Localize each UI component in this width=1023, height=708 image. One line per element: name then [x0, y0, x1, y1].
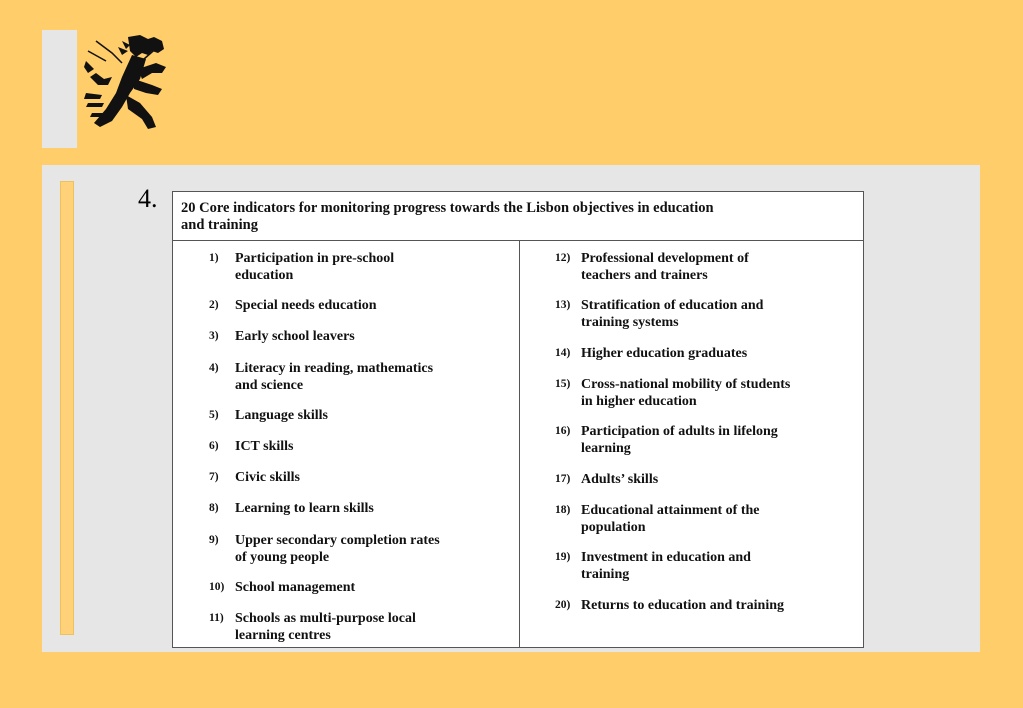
item-number: 9) [209, 534, 219, 546]
item-label: ICT skills [235, 439, 294, 454]
item-number: 17) [555, 473, 571, 485]
item-number: 3) [209, 330, 219, 342]
item-label: Participation in pre-school education [235, 251, 395, 283]
slide-number: 4. [138, 184, 158, 213]
item-label: Cross-national mobility of students in higher education [581, 377, 791, 409]
item-label: Adults’ skills [581, 472, 659, 487]
item-label: Investment in education and training [581, 550, 751, 582]
item-number: 5) [209, 409, 219, 421]
item-label: Learning to learn skills [235, 501, 374, 516]
item-label: Literacy in reading, mathematics and science [235, 361, 434, 393]
item-number: 14) [555, 347, 571, 359]
item-number: 12) [555, 252, 571, 264]
item-label: Early school leavers [235, 329, 355, 344]
item-number: 2) [209, 299, 219, 311]
item-number: 11) [209, 612, 224, 624]
item-label: Higher education graduates [581, 346, 748, 361]
item-number: 18) [555, 504, 571, 516]
item-number: 13) [555, 299, 571, 311]
item-label: Upper secondary completion rates of young people [235, 533, 440, 565]
item-label: Participation of adults in lifelong learning [581, 424, 778, 456]
item-label: Special needs education [235, 298, 377, 313]
item-number: 8) [209, 502, 219, 514]
item-number: 19) [555, 551, 571, 563]
item-number: 16) [555, 425, 571, 437]
item-label: Schools as multi-purpose local learning centres [235, 611, 416, 643]
table-title-line2: and training [181, 217, 258, 233]
item-label: Civic skills [235, 470, 300, 485]
item-label: Language skills [235, 408, 328, 423]
item-label: Educational attainment of the population [581, 503, 760, 535]
logo-side-bar [42, 30, 77, 148]
table-title [173, 192, 863, 241]
item-number: 20) [555, 599, 571, 611]
item-number: 10) [209, 581, 225, 593]
item-label: Professional development of teachers and trainers [581, 251, 749, 283]
table-title-line1: 20 Core indicators for monitoring progress towards the Lisbon objectives in education [181, 200, 714, 216]
item-number: 6) [209, 440, 219, 452]
item-number: 4) [209, 362, 219, 374]
item-label: Stratification of education and training systems [581, 298, 764, 330]
flemish-lion-logo-icon [82, 33, 170, 131]
accent-bar [60, 181, 74, 635]
item-number: 1) [209, 252, 219, 264]
item-number: 15) [555, 378, 571, 390]
item-number: 7) [209, 471, 219, 483]
item-label: School management [235, 580, 356, 595]
core-indicators-table [172, 191, 864, 648]
column-divider [519, 241, 520, 647]
item-label: Returns to education and training [581, 598, 785, 613]
